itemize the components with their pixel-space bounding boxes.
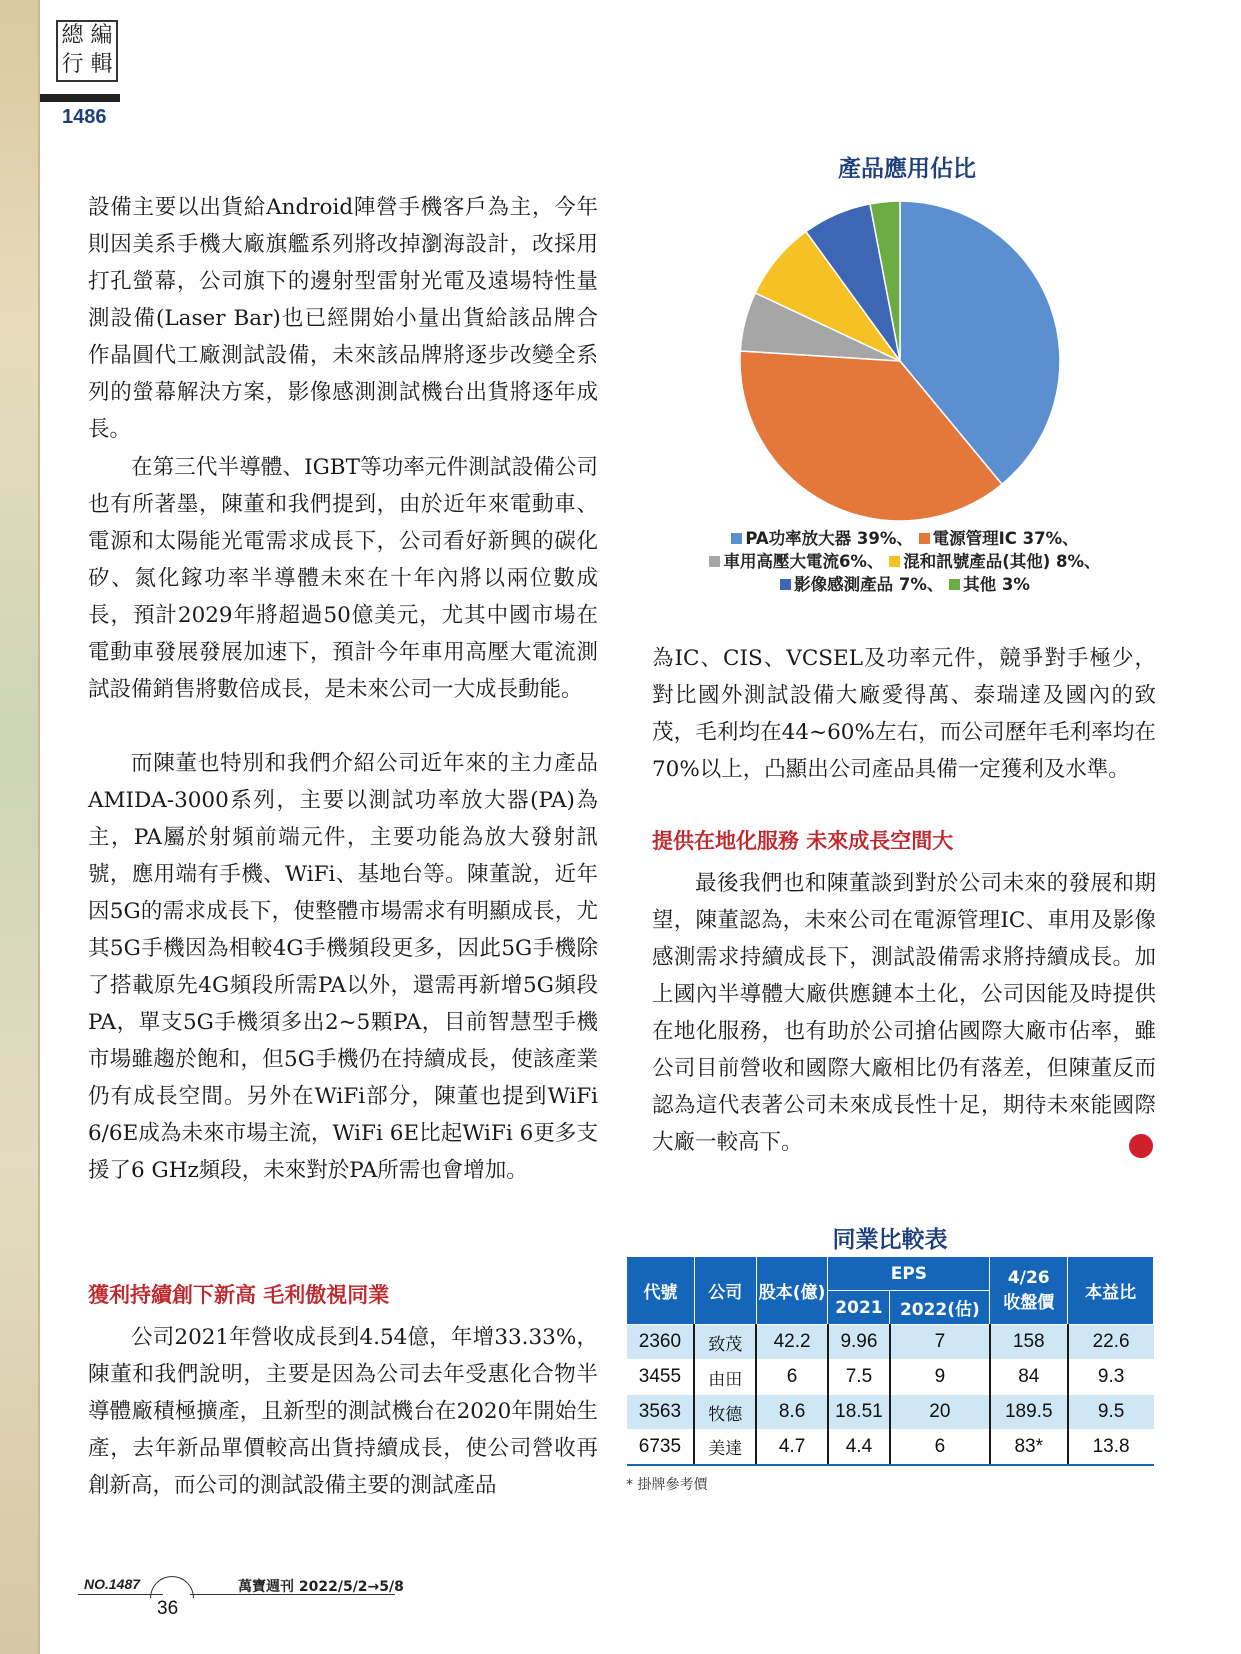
body-paragraph: 最後我們也和陳董談到對於公司未來的發展和期望，陳董認為，未來公司在電源管理IC、車用及影像感測需求持續成長下，測試設備需求將持續成長。加上國內半導體大廠供應鏈本土化，公司因能及時提供在地化服務，也有助於公司搶佔國際大廠市佔率，雖公司目前營收和國際大廠相比仍有落差，但陳董反而認為這代表著公司未來成長性十足，期待未來能國際大廠一較高下。 [652,871,1156,1155]
cell-company: 牧德 [694,1395,756,1430]
cell-eps-2021: 7.5 [828,1360,890,1395]
cell-close: 83* [990,1430,1068,1465]
cell-eps-2022: 9 [890,1360,990,1395]
column-issue-number: 1486 [62,106,107,128]
cell-company: 美達 [694,1430,756,1465]
legend-item [949,575,1030,594]
cell-close: 158 [990,1325,1068,1360]
cell-eps-2022: 6 [890,1430,990,1465]
close-date: 4/26 [1007,1268,1050,1288]
cell-capital: 42.2 [756,1325,828,1360]
footer-magazine-info: 萬寶週刊 2022/5/2→5/8 [238,1579,404,1595]
cell-eps-2022: 7 [890,1325,990,1360]
close-label: 收盤價 [1003,1293,1055,1313]
cell-company: 由田 [694,1360,756,1395]
col-header-eps-2022: 2022(估) [890,1291,990,1325]
col-header-capital: 股本(億) [756,1257,828,1325]
logo-char: 行 [61,52,84,77]
cell-code: 3455 [627,1360,695,1395]
column-logo [56,20,118,82]
body-paragraph: 而陳董也特別和我們介紹公司近年來的主力產品AMIDA-3000系列，主要以測試功率放大器(PA)為主，PA屬於射頻前端元件，主要功能為放大發射訊號，應用端有手機、WiFi、基地台等。陳董說，近年因5G的需求成長下，使整體市場需求有明顯成長，尤其5G手機因為相較4G手機頻段更多，因此5G手機除了搭載原先4G頻段所需PA以外，還需再新增5G頻段PA，單支5G手機須多出2~5顆PA，目前智慧型手機市場雖趨於飽和，但5G手機仍在持續成長，使該產業仍有成長空間。另外在WiFi部分，陳董也提到WiFi 6/6E成為未來市場主流，WiFi 6E比起WiFi 6更多支援了6 GHz頻段，未來對於PA所需也會增加。 [88,751,598,1183]
pie-chart-legend [660,527,1150,596]
col-header-eps-2021: 2021 [828,1291,890,1325]
pie-chart-title: 產品應用佔比 [838,156,976,182]
table-row [627,1325,1154,1360]
decorative-side-strip [0,0,38,1654]
article-end-mark-icon [1129,1134,1153,1158]
logo-underline-bar [40,94,120,102]
legend-label: PA功率放大器 39%、 [745,529,913,548]
col-header-pe: 本益比 [1068,1257,1154,1325]
page-number: 36 [157,1598,179,1619]
section-heading: 提供在地化服務 未來成長空間大 [652,829,954,853]
product-share-pie-chart [735,196,1065,526]
legend-swatch [889,556,900,567]
cell-capital: 4.7 [756,1430,828,1465]
legend-label: 影像感測產品 7%、 [794,575,944,594]
cell-capital: 6 [756,1360,828,1395]
body-paragraph: 在第三代半導體、IGBT等功率元件測試設備公司也有所著墨，陳董和我們提到，由於近年來電動車、電源和太陽能光電需求成長下，公司看好新興的碳化矽、氮化鎵功率半導體未來在十年內將以兩位數成長，預計2029年將超過50億美元，尤其中國市場在電動車發展發展加速下，預計今年車用高壓大電流測試設備銷售將數倍成長，是未來公司一大成長動能。 [88,455,598,702]
cell-pe: 9.5 [1068,1395,1154,1430]
legend-label: 混和訊號產品(其他) 8%、 [903,552,1101,571]
cell-eps-2021: 9.96 [828,1325,890,1360]
cell-company: 致茂 [694,1325,756,1360]
logo-char: 編 [90,23,113,48]
table-title: 同業比較表 [832,1227,948,1253]
cell-pe: 22.6 [1068,1325,1154,1360]
cell-close: 84 [990,1360,1068,1395]
legend-swatch [949,579,960,590]
logo-char: 輯 [90,52,113,77]
legend-swatch [731,533,742,544]
table-row [627,1360,1154,1395]
side-strip-border [38,0,40,1654]
cell-code: 6735 [627,1430,695,1465]
col-header-eps: EPS [828,1257,990,1291]
cell-eps-2021: 4.4 [828,1430,890,1465]
legend-item [709,552,883,571]
legend-label: 電源管理IC 37%、 [932,529,1079,548]
legend-swatch [919,533,930,544]
cell-close: 189.5 [990,1395,1068,1430]
table-row [627,1395,1154,1430]
legend-item [889,552,1100,571]
col-header-code: 代號 [627,1257,695,1325]
cell-eps-2021: 18.51 [828,1395,890,1430]
cell-capital: 8.6 [756,1395,828,1430]
col-header-company: 公司 [694,1257,756,1325]
legend-label: 其他 3% [963,575,1030,594]
cell-eps-2022: 20 [890,1395,990,1430]
cell-pe: 9.3 [1068,1360,1154,1395]
legend-item [780,575,943,594]
cell-pe: 13.8 [1068,1430,1154,1465]
legend-item [731,529,913,548]
legend-swatch [780,579,791,590]
logo-char: 總 [61,23,84,48]
peer-comparison-table [626,1256,1154,1466]
legend-item [919,529,1079,548]
body-paragraph: 為IC、CIS、VCSEL及功率元件，競爭對手極少，對比國外測試設備大廠愛得萬、泰瑞達及國內的致茂，毛利均在44~60%左右，而公司歷年毛利率均在70%以上，凸顯出公司產品具備一定獲利及水準。 [652,646,1156,782]
cell-code: 3563 [627,1395,695,1430]
body-paragraph: 公司2021年營收成長到4.54億，年增33.33%，陳董和我們說明，主要是因為公司去年受惠化合物半導體廠積極擴產，且新型的測試機台在2020年開始生產，去年新品單價較高出貨持續成長，使公司營收再創新高，而公司的測試設備主要的測試產品 [88,1325,598,1498]
body-paragraph: 設備主要以出貨給Android陣營手機客戶為主，今年則因美系手機大廠旗艦系列將改掉瀏海設計，改採用打孔螢幕，公司旗下的邊射型雷射光電及遠場特性量測設備(Laser Bar)也已經開始小量出貨給該品牌合作晶圓代工廠測試設備，未來該品牌將逐步改變全系列的螢幕解決方案，影像感測測試機台出貨將逐年成長。 [88,195,598,442]
col-header-close [990,1257,1068,1325]
cell-code: 2360 [627,1325,695,1360]
section-heading: 獲利持續創下新高 毛利傲視同業 [88,1283,390,1307]
table-row [627,1430,1154,1465]
legend-swatch [709,556,720,567]
table-footnote: * 掛牌參考價 [626,1477,708,1493]
legend-label: 車用高壓大電流6%、 [723,552,884,571]
footer-issue-number: NO.1487 [84,1576,141,1592]
